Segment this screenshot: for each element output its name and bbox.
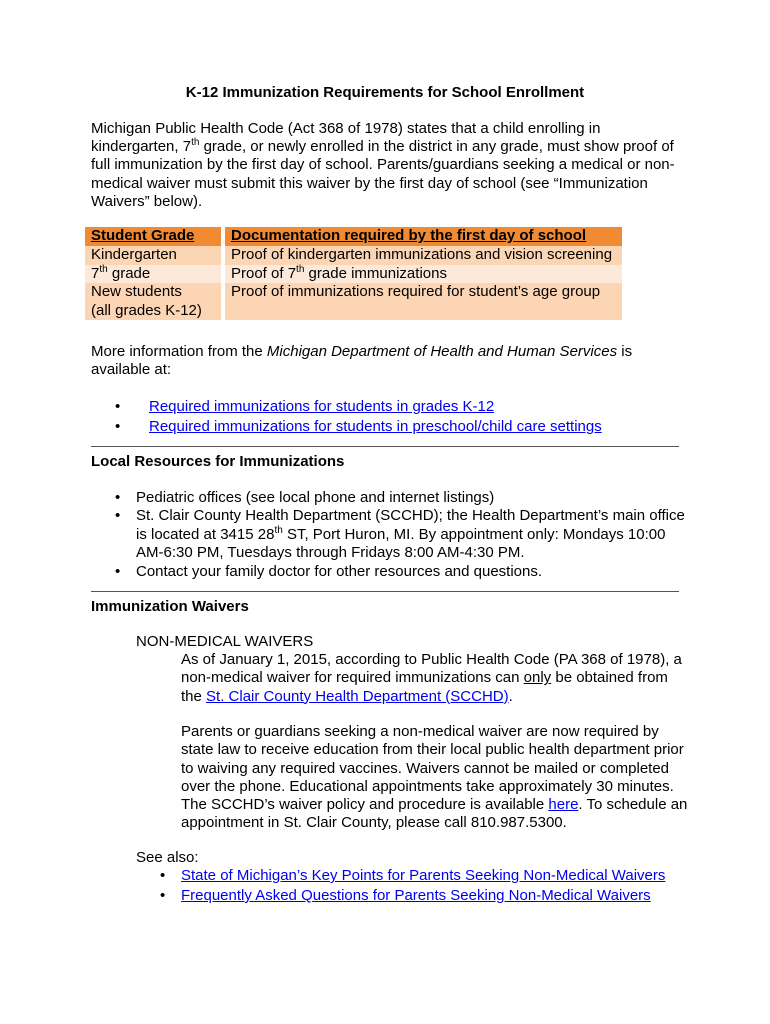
table-row (85, 246, 622, 265)
grade-rest: grade (107, 264, 151, 282)
table-header-row (85, 227, 622, 246)
intro-text-2: grade, or newly enrolled in the district in any grade, must show proof of full immunization by the first day of school. Parents/guardians seeking a medical or non-medical waiver must submit this waiver by the first day of school (see “Immunization Waivers” below). (91, 138, 675, 210)
section-divider (91, 591, 679, 592)
table-row (85, 265, 622, 284)
scchd-text-1: St. Clair County Health Department (SCCHD); the Health Department’s main office is located at 3415 28 (136, 507, 685, 543)
more-info-prefix: More information from the (91, 343, 267, 360)
list-item (91, 507, 691, 562)
list-item (91, 397, 602, 417)
non-medical-waivers-subheading: NON-MEDICAL WAIVERS (136, 633, 314, 650)
section-divider (91, 446, 679, 447)
waiver-text: Parents or guardians seeking a non-medical waiver are now required by state law to receive education from their local public health department prior to waiving any required vaccines. Waivers cannot be mailed or completed over the phone. Educational appointments take approximately 30 minutes. The SCCHD’s waiver policy and procedure is available (181, 723, 684, 814)
scchd-sup: th (274, 524, 283, 536)
table-header-documentation: Documentation required by the first day of school (223, 227, 622, 246)
grade-line-2: (all grades K-12) (91, 301, 202, 319)
table-cell-doc: Proof of immunizations required for student’s age group (223, 283, 622, 320)
intro-text-1: Michigan Public Health Code (Act 368 of 1978) states that a child enrolling in kindergarten, 7 (91, 120, 601, 156)
table-row (85, 283, 622, 320)
list-item (91, 417, 602, 437)
agency-name: Michigan Department of Health and Human Services (266, 343, 618, 360)
waiver-text: . To schedule an appointment in St. Clair County, please call 810.987.5300. (181, 796, 688, 832)
intro-paragraph (91, 120, 691, 211)
list-item (136, 866, 665, 886)
table-cell-grade (85, 265, 223, 284)
scchd-text-2: ST, Port Huron, MI. By appointment only: Mondays 10:00 AM-6:30 PM, Tuesdays through Fridays 8:00 AM-4:30 PM. (136, 525, 666, 562)
key-points-link[interactable]: State of Michigan’s Key Points for Parents Seeking Non-Medical Waivers (181, 867, 666, 884)
k12-immunizations-link[interactable]: Required immunizations for students in grades K-12 (149, 398, 495, 415)
more-info-paragraph (91, 343, 691, 379)
waiver-policy-here-link[interactable]: here (548, 796, 579, 814)
doc-rest: grade immunizations (304, 264, 447, 282)
preschool-immunizations-link[interactable]: Required immunizations for students in preschool/child care settings (149, 418, 602, 435)
list-item: • Pediatric offices (see local phone and internet listings) (91, 489, 691, 507)
period: . (508, 687, 513, 705)
page-title: K-12 Immunization Requirements for School Enrollment (185, 84, 585, 101)
list-item: • Contact your family doctor for other resources and questions. (91, 563, 691, 581)
waiver-paragraph-1 (181, 651, 691, 706)
local-resources-list (91, 489, 691, 581)
see-also-list (136, 866, 665, 906)
see-also-label: See also: (136, 849, 199, 866)
table-cell-doc: Proof of kindergarten immunizations and vision screening (223, 246, 622, 265)
table-header-grade: Student Grade (85, 227, 223, 246)
only-emphasis: only (523, 669, 552, 687)
waiver-paragraph-2 (181, 723, 691, 833)
table-cell-grade: Kindergarten (85, 246, 223, 265)
intro-sup: th (191, 137, 200, 149)
scchd-link[interactable]: St. Clair County Health Department (SCCHD) (206, 687, 509, 705)
mdhhs-link-list (91, 397, 602, 437)
list-item (136, 886, 665, 906)
doc-text: Proof of 7 (231, 264, 297, 282)
faq-link[interactable]: Frequently Asked Questions for Parents Seeking Non-Medical Waivers (181, 887, 651, 904)
waiver-text: As of January 1, 2015, according to Public Health Code (PA 368 of 1978), a non-medical waiver for required immunizations can (181, 651, 682, 687)
local-resources-heading: Local Resources for Immunizations (91, 453, 345, 470)
grade-line-1: New students (91, 283, 182, 300)
table-cell-grade (85, 283, 223, 320)
more-info-suffix: is available at: (91, 343, 633, 379)
requirements-table (85, 227, 622, 320)
doc-sup: th (296, 263, 305, 275)
grade-number: 7 (91, 264, 100, 282)
grade-sup: th (99, 263, 108, 275)
waivers-heading: Immunization Waivers (91, 598, 249, 615)
waiver-text: be obtained from the (181, 669, 668, 705)
table-cell-doc (223, 265, 622, 284)
